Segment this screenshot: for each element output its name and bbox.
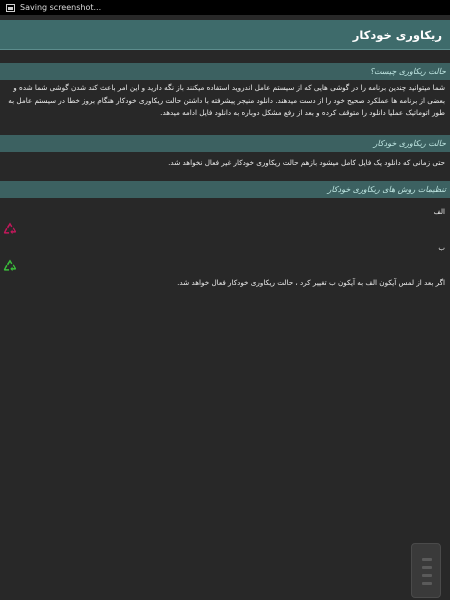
- section-body-auto-recovery: حتی زمانی که دانلود یک فایل کامل میشود بازهم حالت ریکاوری خودکار غیر فعال نخواهد شد.: [168, 158, 445, 167]
- section-header-what-is-recovery: [0, 63, 450, 80]
- fast-scroll-handle[interactable]: [411, 543, 441, 598]
- grip-line: [422, 558, 432, 561]
- page-title: ریکاوری خودکار: [352, 27, 442, 42]
- option-label-b: ب: [438, 244, 445, 252]
- option-label-a: الف: [433, 208, 445, 216]
- grip-line: [422, 574, 432, 577]
- section-body-what-is-recovery: شما میتوانید چندین برنامه را در گوشی هایی که از سیستم عامل اندروید استفاده میکنند باز نگه دارید و این امر باعث کند شدن گوشی شما شده و بعضی از برنامه ها عملکرد صحیح خود را از دست میدهند. دانلود منیجر پیشرفته با داشتن حالت ریکاوری خودکار هنگام بروز خطا در سیستم عامل به طور اتوماتیک عملیا دانلود را متوقف کرده و بعد از رفع مشکل دوباره به دانلود فایل ادامه میدهد.: [8, 83, 445, 118]
- recycle-red-icon[interactable]: [2, 221, 18, 237]
- recycle-green-icon[interactable]: [2, 258, 18, 274]
- section-title: تنظیمات روش های ریکاوری خودکار: [327, 185, 446, 194]
- section-header-recovery-settings: [0, 181, 450, 198]
- section-title: حالت ریکاوری چیست؟: [369, 67, 446, 76]
- app-bar: [0, 20, 450, 50]
- status-bar: [0, 0, 450, 15]
- recovery-settings-note: اگر بعد از لمس آیکون الف به آیکون ب تغییر کرد ، حالت ریکاوری خودکار فعال خواهد شد.: [177, 278, 445, 287]
- status-text: Saving screenshot...: [20, 3, 102, 12]
- grip-line: [422, 582, 432, 585]
- screenshot-icon: [6, 4, 15, 12]
- grip-line: [422, 566, 432, 569]
- section-header-auto-recovery: [0, 135, 450, 152]
- section-title: حالت ریکاوری خودکار: [373, 139, 446, 148]
